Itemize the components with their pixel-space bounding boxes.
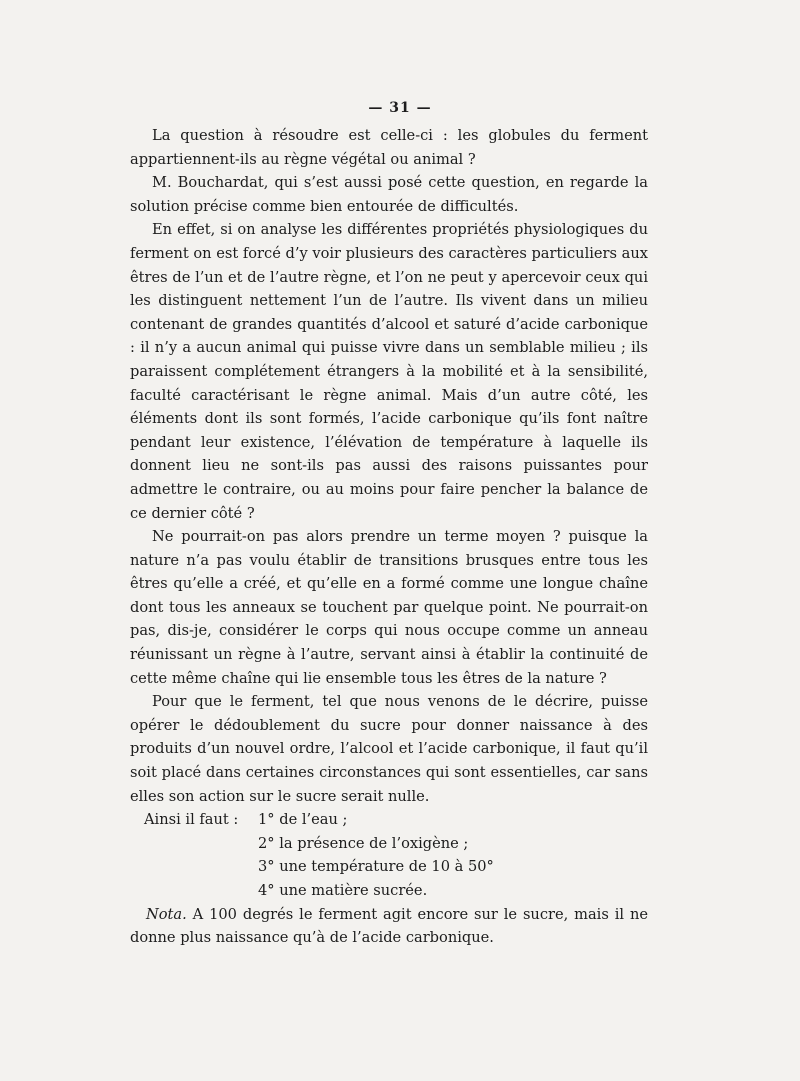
condition-item: 1° de l’eau ; bbox=[258, 811, 348, 829]
page-number: — 31 — bbox=[368, 100, 432, 116]
paragraph: La question à résoudre est celle-ci : les globules du ferment appartiennent-ils au règne végétal ou animal ? bbox=[130, 127, 648, 168]
paragraph: Ne pourrait-on pas alors prendre un terme moyen ? puisque la nature n’a pas voulu établir de transitions brusques entre tous les êtres qu’elle a créé, et qu’elle en a formé comme une longue chaîne dont tous les anneaux se touchent par quelque point. Ne pourrait-on pas, dis-je, considérer le corps qui nous occupe comme un anneau réunissant un règne à l’autre, servant ainsi à établir la continuité de cette même chaîne qui lie ensemble tous les êtres de la nature ? bbox=[130, 528, 648, 687]
nota-paragraph bbox=[130, 903, 648, 950]
nota-label: Nota. bbox=[146, 905, 187, 923]
paragraph: M. Bouchardat, qui s’est aussi posé cette question, en regarde la solution précise comme bien entourée de difficultés. bbox=[130, 174, 648, 215]
conditions-list bbox=[130, 808, 648, 902]
paragraph: En effet, si on analyse les différentes propriétés physiologiques du ferment on est forcé d’y voir plusieurs des caractères particuliers aux êtres de l’un et de l’autre règne, et l’on ne peut y apercevoir ceux qui les distinguent nettement l’un de l’autre. Ils vivent dans un milieu contenant de grandes quantités d’alcool et saturé d’acide carbonique : il n’y a aucun animal qui puisse vivre dans un semblable milieu ; ils paraissent complétement étrangers à la mobilité et à la sensibilité, faculté caractérisant le règne animal. Mais d’un autre côté, les éléments dont ils sont formés, l’acide carbonique qu’ils font naître pendant leur existence, l’élévation de température à laquelle ils donnent lieu ne sont-ils pas aussi des raisons puissantes pour admettre le contraire, ou au moins pour faire pencher la balance de ce dernier côté ? bbox=[130, 221, 648, 522]
nota-text: A 100 degrés le ferment agit encore sur le sucre, mais il ne donne plus naissance qu’à de l’acide carbonique. bbox=[130, 905, 649, 947]
condition-item: 2° la présence de l’oxigène ; bbox=[258, 834, 469, 852]
condition-item: 4° une matière sucrée. bbox=[258, 882, 428, 899]
paragraph: Pour que le ferment, tel que nous venons de le décrire, puisse opérer le dédoublement du sucre pour donner naissance à des produits d’un nouvel ordre, l’alcool et l’acide carbonique, il faut qu’il soit placé dans certaines circonstances qui sont essentielles, car sans elles son action sur le sucre serait nulle. bbox=[130, 693, 648, 805]
body-text bbox=[130, 124, 648, 950]
condition-item: 3° une température de 10 à 50° bbox=[258, 858, 494, 876]
conditions-intro: Ainsi il faut : bbox=[144, 811, 239, 829]
